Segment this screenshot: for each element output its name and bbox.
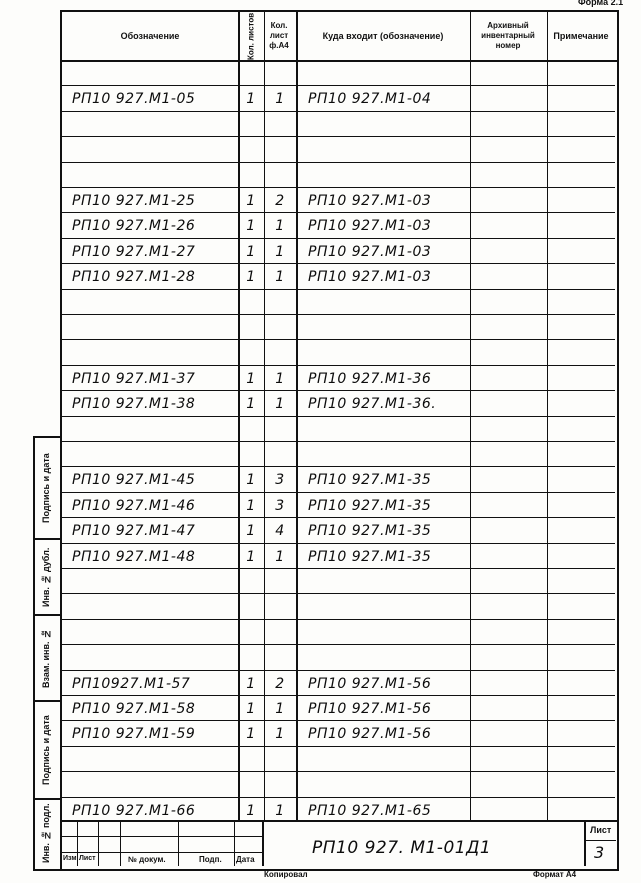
row-sheet-count-a4: 3 — [275, 498, 285, 514]
row-line — [62, 238, 615, 239]
side-label-signature-date-top: Подпись и дата — [41, 453, 51, 523]
row-line — [62, 593, 615, 594]
row-sheet-count-a4: 2 — [275, 193, 285, 209]
row-sheet-count-a4: 1 — [275, 91, 285, 107]
row-line — [62, 797, 615, 798]
row-designation: РП10 927.М1-05 — [72, 91, 196, 107]
row-sheet-count: 1 — [246, 91, 256, 107]
row-line — [62, 619, 615, 620]
row-where-used: РП10 927.М1-03 — [308, 244, 432, 260]
row-line — [62, 212, 615, 213]
row-line — [62, 720, 615, 721]
row-where-used: РП10 927.М1-56 — [308, 676, 432, 692]
row-line — [62, 543, 615, 544]
col-change: Изм — [63, 855, 77, 862]
header-note: Примечание — [553, 30, 609, 41]
row-line — [62, 695, 615, 696]
column-line — [238, 12, 240, 820]
row-line — [62, 162, 615, 163]
row-line — [62, 466, 615, 467]
header-designation: Обозначение — [120, 30, 180, 41]
col-doc-no: № докум. — [128, 855, 166, 864]
row-sheet-count: 1 — [246, 472, 256, 488]
row-sheet-count: 1 — [246, 726, 256, 742]
footer-format: Формат А4 — [533, 870, 577, 879]
row-designation: РП10 927.М1-59 — [72, 726, 196, 742]
row-designation: РП10 927.М1-28 — [72, 269, 196, 285]
row-sheet-count-a4: 1 — [275, 244, 285, 260]
header-bottom-line — [60, 60, 617, 62]
row-sheet-count-a4: 1 — [275, 726, 285, 742]
row-sheet-count: 1 — [246, 244, 256, 260]
row-where-used: РП10 927.М1-35 — [308, 523, 432, 539]
row-designation: РП10 927.М1-25 — [72, 193, 196, 209]
row-line — [62, 670, 615, 671]
row-sheet-count-a4: 4 — [275, 523, 285, 539]
row-line — [62, 492, 615, 493]
row-sheet-count-a4: 1 — [275, 371, 285, 387]
row-sheet-count-a4: 1 — [275, 218, 285, 234]
sheet-label: Лист — [590, 825, 612, 835]
row-sheet-count: 1 — [246, 523, 256, 539]
row-sheet-count: 1 — [246, 701, 256, 717]
footer-copied: Копировал — [264, 870, 308, 879]
column-line — [470, 12, 471, 820]
row-line — [62, 771, 615, 772]
row-sheet-count: 1 — [246, 676, 256, 692]
row-where-used: РП10 927.М1-03 — [308, 218, 432, 234]
row-designation: РП10 927.М1-27 — [72, 244, 196, 260]
row-designation: РП10 927.М1-58 — [72, 701, 196, 717]
row-where-used: РП10 927.М1-56 — [308, 701, 432, 717]
row-designation: РП10 927.М1-37 — [72, 371, 196, 387]
row-designation: РП10 927.М1-48 — [72, 549, 196, 565]
col-sheet: Лист — [79, 855, 96, 862]
side-label-signature-date-mid: Подпись и дата — [41, 715, 51, 785]
row-where-used: РП10 927.М1-36. — [308, 396, 437, 412]
row-sheet-count-a4: 1 — [275, 701, 285, 717]
row-sheet-count: 1 — [246, 803, 256, 819]
row-designation: РП10 927.М1-26 — [72, 218, 196, 234]
header-sheet-count: Кол. листов — [246, 12, 256, 60]
row-where-used: РП10 927.М1-03 — [308, 193, 432, 209]
column-line — [264, 12, 265, 820]
form-label: Форма 2.1 — [578, 0, 624, 7]
row-sheet-count: 1 — [246, 396, 256, 412]
header-sheet-count-a4: Кол. лист ф.А4 — [269, 21, 289, 50]
row-sheet-count: 1 — [246, 218, 256, 234]
row-designation: РП10927.М1-57 — [72, 676, 191, 692]
row-where-used: РП10 927.М1-03 — [308, 269, 432, 285]
row-sheet-count: 1 — [246, 549, 256, 565]
row-sheet-count-a4: 1 — [275, 396, 285, 412]
row-designation: РП10 927.М1-46 — [72, 498, 196, 514]
row-designation: РП10 927.М1-45 — [72, 472, 196, 488]
row-sheet-count-a4: 3 — [275, 472, 285, 488]
row-where-used: РП10 927.М1-35 — [308, 549, 432, 565]
row-where-used: РП10 927.М1-36 — [308, 371, 432, 387]
row-designation: РП10 927.М1-66 — [72, 803, 196, 819]
side-label-inv-orig: Инв. № подл. — [41, 803, 51, 863]
row-line — [62, 644, 615, 645]
row-line — [62, 289, 615, 290]
row-line — [62, 263, 615, 264]
document-code: РП10 927. М1-01Д1 — [312, 838, 492, 858]
header-archive-number: Архивный инвентарный номер — [481, 21, 535, 50]
row-sheet-count: 1 — [246, 193, 256, 209]
row-where-used: РП10 927.М1-35 — [308, 472, 432, 488]
row-designation: РП10 927.М1-38 — [72, 396, 196, 412]
row-where-used: РП10 927.М1-04 — [308, 91, 432, 107]
row-line — [62, 517, 615, 518]
column-line — [547, 12, 548, 820]
row-line — [62, 441, 615, 442]
row-sheet-count: 1 — [246, 498, 256, 514]
header-where-used: Куда входит (обозначение) — [322, 30, 444, 41]
row-sheet-count: 1 — [246, 371, 256, 387]
row-line — [62, 111, 615, 112]
row-sheet-count-a4: 1 — [275, 549, 285, 565]
row-line — [62, 416, 615, 417]
col-signature: Подп. — [199, 855, 222, 864]
row-sheet-count-a4: 1 — [275, 803, 285, 819]
column-line — [296, 12, 298, 820]
row-sheet-count-a4: 2 — [275, 676, 285, 692]
side-label-inv-dup: Инв. № дубл. — [41, 547, 51, 607]
row-line — [62, 568, 615, 569]
row-sheet-count: 1 — [246, 269, 256, 285]
row-line — [62, 365, 615, 366]
row-sheet-count-a4: 1 — [275, 269, 285, 285]
row-line — [62, 390, 615, 391]
row-line — [62, 136, 615, 137]
row-line — [62, 339, 615, 340]
row-where-used: РП10 927.М1-56 — [308, 726, 432, 742]
row-line — [62, 746, 615, 747]
side-label-replace-inv: Взам. инв. № — [41, 628, 51, 688]
row-line — [62, 85, 615, 86]
row-where-used: РП10 927.М1-65 — [308, 803, 432, 819]
row-where-used: РП10 927.М1-35 — [308, 498, 432, 514]
col-date: Дата — [236, 855, 255, 864]
row-line — [62, 187, 615, 188]
row-designation: РП10 927.М1-47 — [72, 523, 196, 539]
title-block-top — [60, 820, 617, 822]
row-line — [62, 314, 615, 315]
sheet-number: 3 — [594, 843, 605, 862]
